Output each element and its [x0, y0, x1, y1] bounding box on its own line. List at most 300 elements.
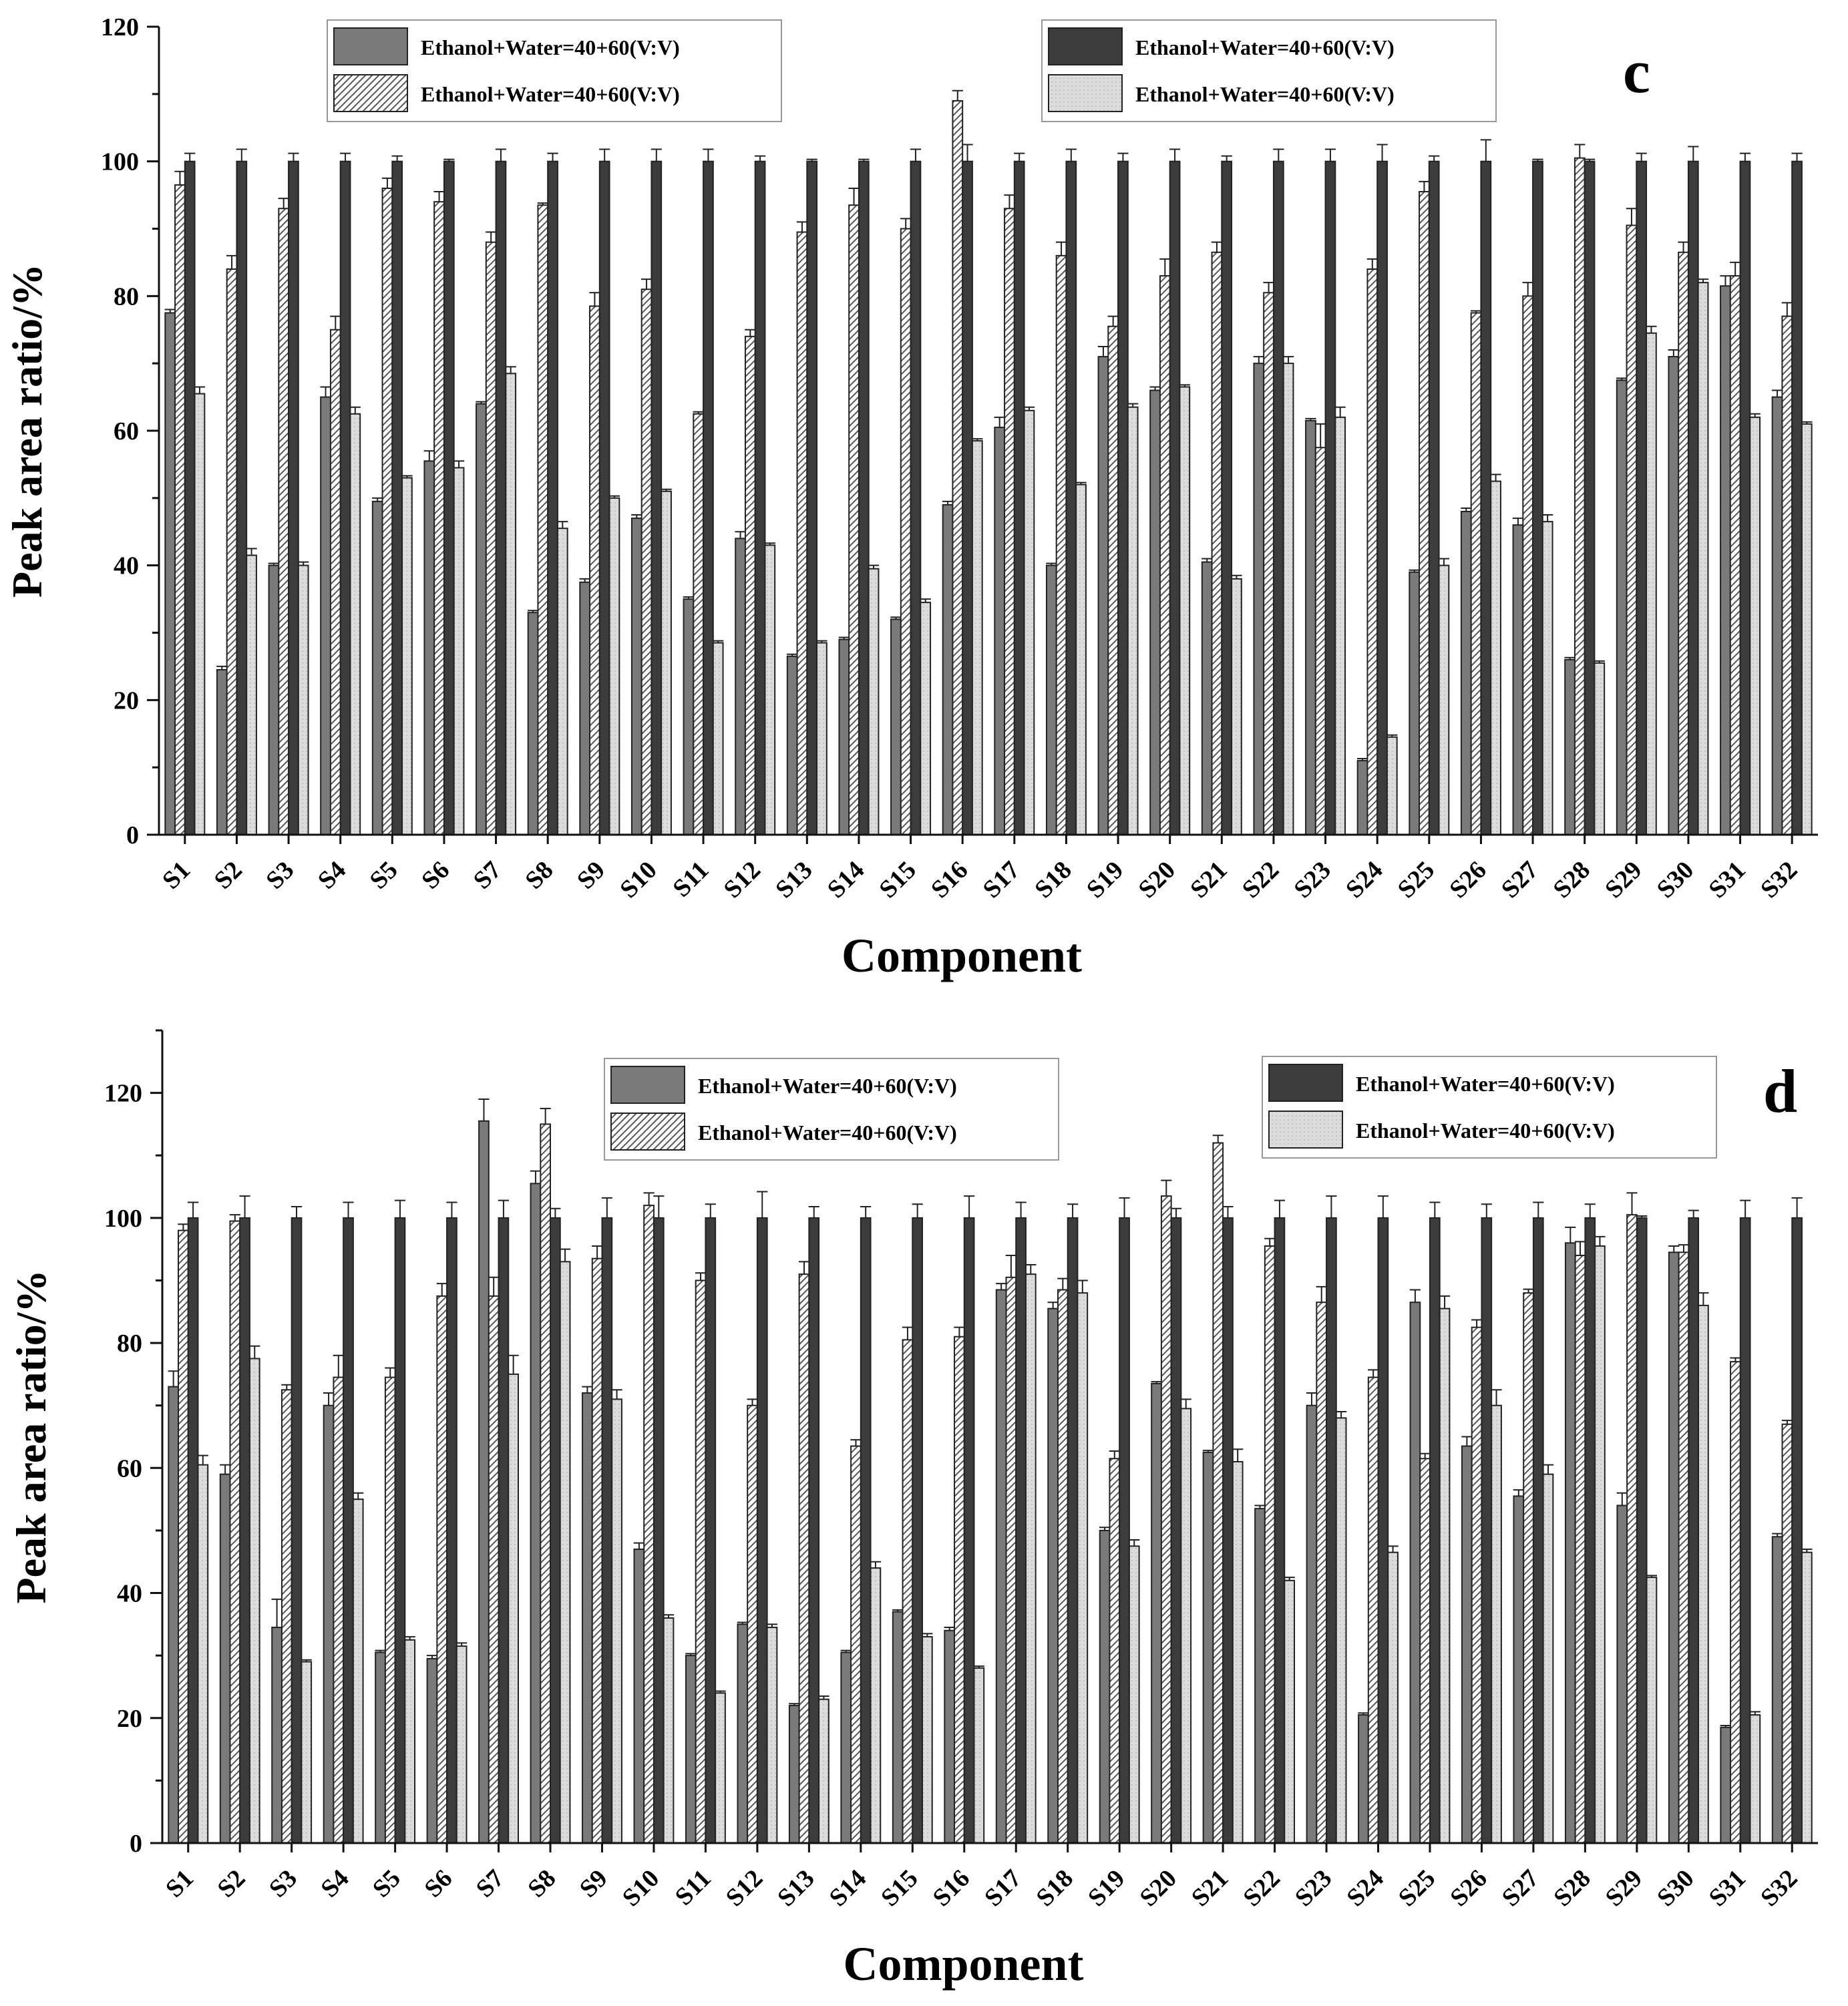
bar-d-series1-S25 [1411, 1302, 1421, 1843]
error-bar-d-series3-S6 [446, 1202, 457, 1217]
bar-d-series2-S10 [644, 1205, 654, 1843]
error-bar-d-series2-S29 [1626, 1193, 1637, 1215]
error-bar-d-series1-S23 [1306, 1393, 1317, 1406]
bar-d-series4-S5 [405, 1640, 415, 1843]
ytick-label: 100 [101, 148, 139, 176]
error-bar-d-series2-S5 [385, 1368, 395, 1378]
bar-c-series2-S20 [1160, 276, 1170, 835]
xtick-label: S9 [574, 1864, 613, 1903]
bar-c-series4-S22 [1284, 363, 1294, 835]
error-bar-d-series1-S7 [478, 1099, 489, 1121]
bar-d-series4-S19 [1129, 1546, 1139, 1843]
error-bar-c-series3-S21 [1222, 156, 1232, 162]
bar-c-series3-S1 [185, 162, 195, 835]
error-bar-d-series4-S17 [1025, 1265, 1036, 1274]
bar-d-series4-S28 [1595, 1246, 1605, 1843]
ytick-label: 0 [126, 821, 139, 849]
bar-d-series4-S32 [1802, 1553, 1812, 1843]
bar-c-series4-S32 [1802, 424, 1812, 835]
error-bar-d-series2-S19 [1109, 1451, 1120, 1458]
bar-c-series2-S10 [642, 289, 652, 835]
bar-d-series4-S31 [1750, 1715, 1761, 1843]
error-bar-d-series3-S7 [498, 1201, 509, 1218]
error-bar-d-series1-S29 [1617, 1493, 1628, 1506]
error-bar-d-series3-S28 [1585, 1204, 1596, 1218]
bar-d-series2-S20 [1161, 1196, 1171, 1843]
error-bar-d-series4-S30 [1698, 1293, 1708, 1306]
bar-c-series3-S29 [1636, 162, 1646, 835]
bar-c-series1-S25 [1409, 572, 1419, 835]
xtick-label: S25 [1392, 855, 1441, 904]
bar-d-series4-S12 [767, 1627, 777, 1843]
bar-c-series1-S13 [787, 656, 797, 835]
bar-d-series3-S30 [1688, 1218, 1698, 1843]
bar-c-series4-S27 [1543, 522, 1553, 835]
bar-d-series1-S7 [479, 1121, 489, 1843]
error-bar-d-series1-S30 [1668, 1246, 1679, 1252]
bar-c-series4-S3 [299, 566, 309, 835]
ytick-label: 120 [104, 1079, 142, 1108]
ytick-label: 20 [114, 686, 139, 715]
bar-d-series4-S4 [353, 1499, 363, 1843]
error-bar-d-series3-S12 [757, 1192, 767, 1218]
error-bar-d-series2-S17 [1006, 1255, 1017, 1277]
xtick-label: S10 [614, 855, 663, 904]
bar-d-series1-S6 [427, 1659, 437, 1843]
error-bar-c-series2-S18 [1056, 242, 1067, 256]
bar-c-series1-S26 [1461, 512, 1471, 835]
bar-c-series2-S15 [901, 229, 911, 835]
legend-right-c [1042, 20, 1496, 122]
error-bar-d-series2-S14 [850, 1440, 861, 1446]
error-bar-c-series3-S8 [547, 154, 558, 162]
bar-c-series2-S14 [849, 205, 859, 835]
bar-d-series1-S30 [1669, 1252, 1679, 1843]
error-bar-c-series1-S22 [1254, 357, 1264, 363]
bar-c-series3-S17 [1014, 162, 1025, 835]
bar-d-series2-S8 [540, 1124, 550, 1843]
error-bar-d-series1-S28 [1565, 1227, 1576, 1243]
bar-d-series1-S13 [789, 1706, 799, 1843]
bar-c-series1-S8 [528, 612, 538, 835]
bar-c-series1-S5 [373, 502, 383, 835]
xtick-label: S26 [1444, 855, 1492, 904]
xtick-label: S28 [1548, 1864, 1596, 1913]
bar-d-series3-S12 [757, 1218, 767, 1843]
bar-c-series1-S31 [1720, 286, 1730, 835]
error-bar-d-series4-S26 [1491, 1390, 1501, 1405]
bar-c-series3-S4 [341, 162, 351, 835]
error-bar-d-series3-S25 [1429, 1202, 1440, 1217]
bar-c-series3-S20 [1170, 162, 1180, 835]
error-bar-d-series4-S14 [870, 1562, 881, 1568]
error-bar-c-series4-S2 [246, 548, 256, 555]
error-bar-d-series2-S16 [954, 1328, 964, 1337]
error-bar-c-series3-S29 [1636, 154, 1647, 162]
bar-c-series3-S12 [755, 162, 765, 835]
bar-c-series3-S8 [548, 162, 558, 835]
error-bar-d-series2-S18 [1057, 1279, 1068, 1290]
legend-entry-label: Ethanol+Water=40+60(V:V) [421, 35, 680, 59]
error-bar-d-series1-S26 [1461, 1437, 1472, 1446]
bar-c-series1-S20 [1150, 391, 1160, 835]
error-bar-c-series3-S32 [1791, 154, 1802, 162]
bar-c-series4-S2 [246, 556, 256, 835]
error-bar-c-series4-S29 [1646, 327, 1656, 333]
error-bar-c-series4-S6 [453, 461, 464, 467]
error-bar-d-series1-S9 [582, 1387, 592, 1393]
bar-d-series4-S26 [1491, 1406, 1501, 1843]
bar-d-series3-S11 [705, 1218, 715, 1843]
bar-c-series2-S16 [952, 101, 962, 835]
bar-c-series3-S31 [1740, 162, 1750, 835]
error-bar-c-series2-S25 [1419, 182, 1429, 192]
legend-entry-label: Ethanol+Water=40+60(V:V) [698, 1074, 957, 1098]
error-bar-c-series3-S15 [910, 150, 921, 162]
error-bar-d-series4-S4 [353, 1493, 363, 1499]
error-bar-c-series3-S3 [288, 154, 299, 162]
bar-d-series1-S10 [634, 1549, 644, 1843]
bar-d-series2-S32 [1783, 1424, 1793, 1843]
bar-d-series2-S14 [851, 1446, 861, 1843]
bar-d-series2-S30 [1679, 1252, 1689, 1843]
error-bar-d-series3-S20 [1171, 1209, 1181, 1218]
xtick-label: S17 [979, 1864, 1027, 1913]
bar-c-series3-S5 [392, 162, 402, 835]
bar-d-series1-S29 [1617, 1505, 1627, 1843]
bar-d-series3-S13 [809, 1218, 819, 1843]
error-bar-c-series2-S14 [848, 188, 859, 205]
error-bar-c-series3-S23 [1325, 150, 1336, 162]
bar-d-series3-S1 [188, 1218, 198, 1843]
error-bar-d-series3-S17 [1015, 1202, 1026, 1217]
error-bar-c-series3-S7 [496, 150, 506, 162]
error-bar-c-series3-S22 [1273, 150, 1284, 162]
error-bar-d-series4-S21 [1232, 1449, 1243, 1462]
bar-d-series3-S7 [499, 1218, 509, 1843]
bar-d-series1-S23 [1307, 1406, 1317, 1843]
chart-panel-c [3, 13, 1818, 982]
bar-d-series2-S11 [696, 1280, 706, 1843]
bar-c-series4-S23 [1335, 417, 1345, 835]
y-axis-title: Peak area ratio/% [7, 1269, 55, 1604]
bar-d-series3-S22 [1275, 1218, 1285, 1843]
xtick-label: S15 [876, 1864, 924, 1913]
error-bar-c-series3-S5 [392, 156, 403, 162]
bar-c-series3-S22 [1274, 162, 1284, 835]
xtick-label: S9 [572, 855, 611, 895]
error-bar-d-series1-S2 [220, 1465, 230, 1474]
bar-c-series4-S6 [454, 467, 464, 835]
legend-left-c [327, 20, 781, 122]
error-bar-d-series1-S8 [530, 1171, 541, 1184]
bar-d-series4-S2 [250, 1358, 260, 1843]
error-bar-d-series1-S17 [996, 1283, 1006, 1289]
bar-c-series2-S25 [1419, 192, 1429, 835]
bar-d-series3-S31 [1740, 1218, 1750, 1843]
error-bar-d-series3-S24 [1378, 1196, 1389, 1218]
error-bar-d-series4-S8 [560, 1249, 570, 1262]
bar-d-series4-S10 [664, 1618, 674, 1843]
xtick-label: S27 [1496, 1864, 1545, 1913]
xtick-label: S30 [1651, 855, 1700, 904]
error-bar-c-series1-S19 [1098, 347, 1109, 357]
bar-c-series1-S19 [1099, 357, 1109, 835]
bar-d-series1-S14 [841, 1652, 851, 1843]
error-bar-d-series2-S9 [592, 1246, 602, 1259]
error-bar-c-series3-S1 [184, 154, 195, 162]
xtick-label: S13 [772, 1864, 820, 1913]
error-bar-d-series3-S32 [1792, 1198, 1803, 1218]
bar-d-series1-S19 [1100, 1531, 1110, 1843]
xtick-label: S11 [669, 1864, 717, 1911]
error-bar-d-series4-S23 [1336, 1412, 1346, 1418]
ytick-label: 120 [101, 13, 139, 41]
error-bar-c-series2-S17 [1004, 195, 1014, 208]
xtick-label: S32 [1755, 1864, 1803, 1913]
bar-c-series3-S10 [651, 162, 661, 835]
bar-c-series1-S4 [321, 397, 331, 835]
error-bar-c-series2-S24 [1367, 259, 1378, 269]
bar-c-series1-S28 [1565, 660, 1575, 835]
bar-c-series4-S1 [195, 394, 205, 835]
bar-c-series2-S2 [227, 269, 237, 835]
bar-c-series1-S29 [1617, 380, 1627, 835]
bar-c-series4-S28 [1594, 663, 1604, 835]
error-bar-c-series2-S19 [1108, 317, 1119, 327]
error-bar-c-series2-S16 [952, 91, 963, 101]
xtick-label: S26 [1445, 1864, 1493, 1913]
bar-d-series1-S4 [324, 1406, 334, 1843]
error-bar-c-series2-S32 [1782, 303, 1793, 316]
error-bar-d-series2-S21 [1213, 1135, 1224, 1143]
error-bar-d-series3-S4 [343, 1202, 353, 1217]
bar-c-series2-S4 [331, 330, 341, 835]
error-bar-d-series2-S8 [540, 1109, 551, 1124]
error-bar-c-series2-S10 [641, 279, 652, 289]
bar-c-series3-S28 [1585, 162, 1595, 835]
error-bar-c-series2-S15 [900, 218, 911, 228]
error-bar-d-series4-S19 [1129, 1540, 1139, 1546]
xtick-label: S6 [416, 855, 455, 895]
bar-d-series2-S6 [437, 1296, 447, 1843]
error-bar-c-series1-S27 [1513, 518, 1523, 525]
bar-d-series1-S11 [686, 1655, 696, 1843]
bar-d-series4-S1 [198, 1465, 208, 1843]
xtick-label: S22 [1238, 1864, 1286, 1913]
error-bar-d-series3-S2 [239, 1196, 250, 1218]
error-bar-c-series3-S24 [1376, 144, 1387, 161]
error-bar-c-series3-S2 [236, 150, 247, 162]
error-bar-d-series2-S1 [178, 1224, 188, 1230]
x-axis-title: Component [841, 929, 1083, 982]
xtick-label: S3 [260, 855, 300, 895]
error-bar-c-series2-S1 [174, 172, 185, 185]
error-bar-d-series2-S24 [1368, 1370, 1378, 1377]
bar-d-series1-S5 [375, 1652, 385, 1843]
bar-d-series4-S6 [457, 1646, 467, 1843]
bar-d-series3-S4 [343, 1218, 353, 1843]
bar-d-series1-S27 [1513, 1496, 1523, 1843]
error-bar-c-series4-S7 [506, 367, 516, 373]
error-bar-c-series2-S27 [1523, 282, 1533, 296]
bar-c-series1-S2 [217, 670, 227, 835]
bar-c-series3-S6 [444, 162, 454, 835]
bar-d-series2-S28 [1576, 1255, 1586, 1843]
error-bar-d-series1-S10 [634, 1543, 644, 1549]
xtick-label: S18 [1029, 855, 1077, 904]
error-bar-d-series3-S5 [395, 1201, 405, 1218]
error-bar-d-series2-S7 [488, 1277, 499, 1296]
bar-c-series1-S22 [1254, 363, 1264, 835]
bar-d-series1-S21 [1204, 1452, 1214, 1843]
bar-c-series2-S24 [1367, 269, 1377, 835]
error-bar-d-series3-S23 [1326, 1196, 1336, 1218]
bar-d-series4-S25 [1440, 1309, 1450, 1843]
error-bar-d-series4-S2 [249, 1346, 260, 1359]
bar-c-series3-S30 [1688, 162, 1698, 835]
error-bar-c-series3-S16 [962, 144, 972, 161]
bar-d-series2-S13 [799, 1274, 809, 1843]
error-bar-d-series1-S18 [1048, 1302, 1059, 1308]
error-bar-d-series2-S6 [437, 1283, 447, 1296]
bar-c-series4-S31 [1750, 417, 1760, 835]
bar-d-series3-S26 [1481, 1218, 1491, 1843]
ytick-label: 20 [117, 1704, 142, 1733]
legend-swatch [334, 28, 407, 65]
bar-d-series1-S26 [1462, 1446, 1472, 1843]
error-bar-c-series3-S30 [1688, 146, 1698, 161]
error-bar-c-series2-S12 [745, 330, 755, 337]
error-bar-d-series2-S4 [333, 1356, 344, 1378]
bar-d-series3-S10 [654, 1218, 664, 1843]
bar-c-series2-S3 [279, 208, 289, 835]
bar-d-series3-S20 [1171, 1218, 1181, 1843]
bar-c-series3-S7 [496, 162, 506, 835]
bar-d-series2-S16 [954, 1337, 964, 1843]
bar-c-series3-S26 [1481, 162, 1491, 835]
bar-c-series2-S18 [1057, 256, 1067, 835]
bar-d-series2-S2 [230, 1221, 240, 1843]
bar-c-series3-S9 [600, 162, 610, 835]
xtick-label: S11 [667, 855, 715, 903]
bar-c-series4-S14 [869, 569, 879, 835]
bar-c-series4-S4 [350, 414, 360, 835]
bar-c-series2-S22 [1264, 292, 1274, 835]
bar-d-series2-S1 [178, 1231, 188, 1843]
error-bar-c-series2-S30 [1678, 242, 1688, 252]
bar-d-series1-S2 [220, 1474, 230, 1843]
ytick-label: 40 [117, 1579, 142, 1608]
error-bar-d-series2-S2 [230, 1215, 240, 1221]
error-bar-c-series3-S11 [703, 150, 713, 162]
error-bar-c-series3-S10 [651, 150, 662, 162]
error-bar-d-series4-S1 [198, 1456, 208, 1465]
bar-c-series2-S31 [1730, 276, 1740, 835]
bar-c-series1-S27 [1513, 525, 1523, 835]
xtick-label: S1 [157, 855, 196, 895]
bar-d-series1-S9 [582, 1393, 592, 1843]
xtick-label: S31 [1703, 1864, 1752, 1913]
bar-d-series4-S27 [1543, 1474, 1553, 1843]
xtick-label: S12 [718, 855, 767, 904]
panel-label: d [1763, 1057, 1798, 1125]
bar-c-series2-S26 [1471, 313, 1481, 835]
bar-c-series3-S13 [807, 162, 817, 835]
bar-c-series1-S18 [1047, 566, 1057, 835]
bar-c-series1-S21 [1202, 562, 1212, 835]
bar-d-series4-S11 [715, 1693, 725, 1843]
bar-c-series3-S15 [911, 162, 921, 835]
xtick-label: S7 [468, 855, 507, 895]
bar-d-series4-S14 [871, 1568, 881, 1843]
bar-d-series3-S24 [1378, 1218, 1389, 1843]
xtick-label: S16 [927, 1864, 976, 1913]
xtick-label: S32 [1755, 855, 1803, 904]
bar-c-series1-S16 [943, 505, 953, 835]
bar-d-series2-S26 [1472, 1328, 1482, 1843]
legend-swatch [1049, 28, 1122, 65]
bar-c-series2-S21 [1212, 252, 1222, 835]
ytick-label: 80 [117, 1330, 142, 1358]
bar-d-series2-S29 [1627, 1215, 1637, 1843]
error-bar-c-series4-S25 [1439, 559, 1449, 566]
error-bar-c-series3-S9 [599, 150, 610, 162]
bar-c-series1-S12 [735, 538, 745, 835]
xtick-label: S21 [1185, 855, 1233, 904]
error-bar-c-series2-S22 [1263, 282, 1274, 292]
bar-c-series4-S13 [817, 643, 827, 835]
error-bar-c-series1-S30 [1668, 350, 1679, 357]
bar-d-series3-S32 [1792, 1218, 1802, 1843]
bar-c-series3-S21 [1222, 162, 1232, 835]
xtick-label: S21 [1185, 1864, 1234, 1913]
bar-c-series2-S9 [590, 306, 600, 835]
ytick-label: 40 [114, 552, 139, 580]
bar-d-series2-S18 [1058, 1290, 1068, 1843]
bar-c-series3-S32 [1792, 162, 1802, 835]
error-bar-c-series1-S17 [994, 417, 1005, 427]
xtick-label: S15 [874, 855, 922, 904]
error-bar-d-series2-S3 [281, 1385, 292, 1390]
bar-c-series4-S8 [558, 528, 568, 835]
xtick-label: S20 [1133, 855, 1181, 904]
bar-c-series4-S25 [1439, 566, 1449, 835]
error-bar-d-series3-S31 [1740, 1201, 1750, 1218]
error-bar-c-series4-S27 [1542, 515, 1553, 522]
error-bar-d-series3-S30 [1688, 1211, 1699, 1218]
bar-d-series1-S3 [272, 1627, 282, 1843]
bar-c-series4-S9 [610, 498, 620, 835]
error-bar-d-series2-S15 [902, 1328, 913, 1340]
xtick-label: S31 [1703, 855, 1751, 904]
bar-d-series1-S32 [1773, 1537, 1783, 1843]
error-bar-d-series3-S1 [188, 1202, 198, 1217]
error-bar-c-series1-S12 [735, 532, 745, 538]
bar-c-series1-S11 [684, 599, 694, 835]
bar-d-series3-S25 [1430, 1218, 1440, 1843]
xtick-label: S16 [926, 855, 974, 904]
bar-d-series2-S19 [1109, 1458, 1119, 1843]
bar-d-series2-S27 [1523, 1293, 1533, 1843]
bar-d-series3-S8 [550, 1218, 560, 1843]
error-bar-d-series2-S26 [1471, 1320, 1482, 1327]
error-bar-d-series4-S7 [508, 1356, 519, 1374]
bar-c-series4-S29 [1646, 333, 1656, 835]
error-bar-d-series1-S4 [323, 1393, 334, 1406]
xtick-label: S2 [212, 1864, 251, 1903]
error-bar-c-series4-S4 [350, 407, 361, 414]
